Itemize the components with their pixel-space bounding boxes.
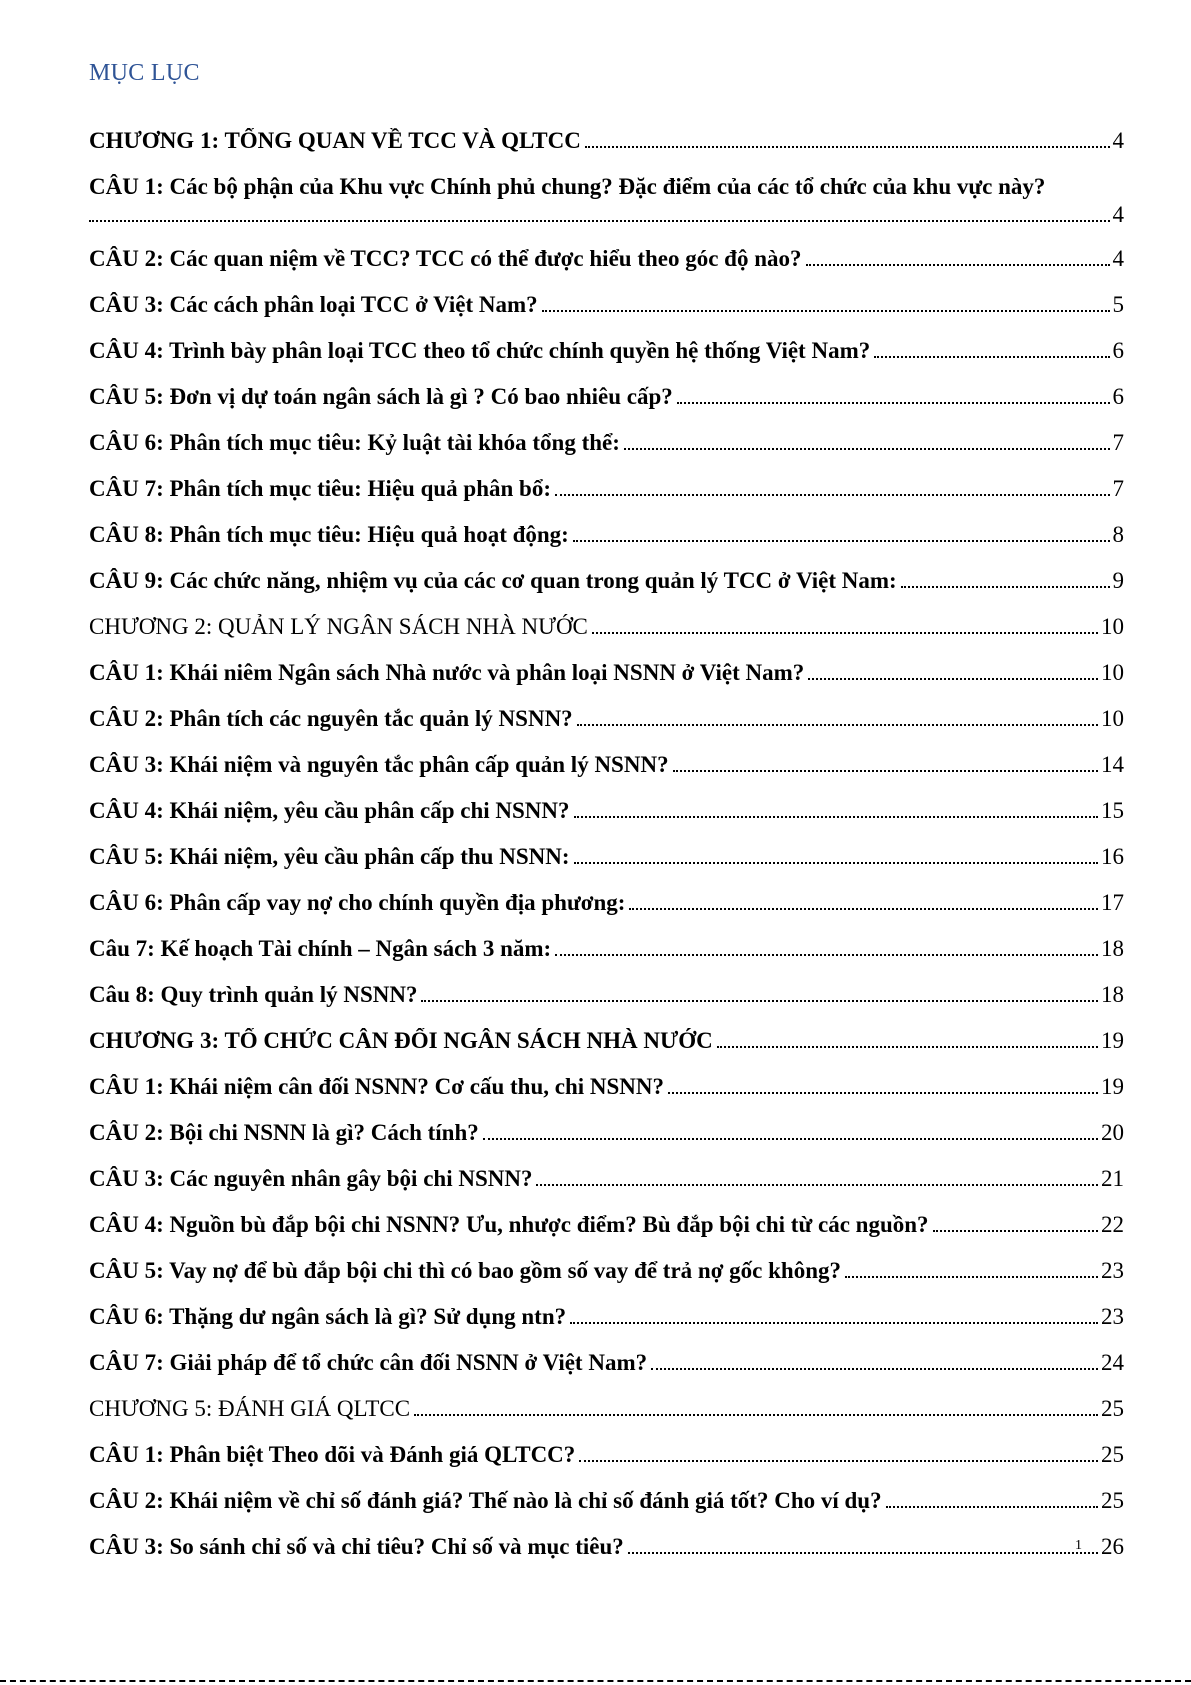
- toc-heading: MỤC LỤC: [89, 60, 200, 86]
- toc-entry-page: 4: [1112, 246, 1124, 271]
- toc-entry-page: 21: [1101, 1166, 1124, 1191]
- toc-entry[interactable]: [89, 890, 1124, 936]
- dot-leader: [585, 146, 1110, 148]
- dot-leader: [808, 678, 1098, 680]
- dot-leader: [414, 1414, 1098, 1416]
- toc-entry-page: 8: [1112, 522, 1124, 547]
- toc-entry-title: CÂU 1: Phân biệt Theo dõi và Đánh giá QLTCC?: [89, 1442, 576, 1467]
- dot-leader: [577, 724, 1098, 726]
- dot-leader: [717, 1046, 1098, 1048]
- dot-leader: [677, 402, 1110, 404]
- toc-entry[interactable]: [89, 384, 1124, 430]
- toc-entry-title: CHƯƠNG 1: TỔNG QUAN VỀ TCC VÀ QLTCC: [89, 128, 581, 153]
- toc-entry[interactable]: [89, 1442, 1124, 1488]
- page-number: 1: [1075, 1538, 1082, 1553]
- toc-entry-title: CHƯƠNG 2: QUẢN LÝ NGÂN SÁCH NHÀ NƯỚC: [89, 614, 588, 639]
- toc-entry-title: CÂU 3: So sánh chỉ số và chỉ tiêu? Chỉ số và mục tiêu?: [89, 1534, 624, 1559]
- dot-leader: [483, 1138, 1098, 1140]
- toc-entry-page: 10: [1101, 614, 1124, 639]
- toc-entry-page: 7: [1112, 430, 1124, 455]
- toc-entry-page: 23: [1101, 1304, 1124, 1329]
- toc-entry[interactable]: [89, 1488, 1124, 1534]
- dot-leader: [673, 770, 1098, 772]
- toc-entry-title: CÂU 1: Khái niệm cân đối NSNN? Cơ cấu thu, chi NSNN?: [89, 1074, 665, 1099]
- dot-leader: [806, 264, 1110, 266]
- toc-entry[interactable]: [89, 568, 1124, 614]
- toc-entry-page: 19: [1101, 1074, 1124, 1099]
- toc-entry-title: CÂU 6: Phân tích mục tiêu: Kỷ luật tài khóa tổng thể:: [89, 430, 620, 455]
- dot-leader: [933, 1230, 1098, 1232]
- toc-entry-title: CÂU 2: Các quan niệm về TCC? TCC có thể được hiểu theo góc độ nào?: [89, 246, 802, 271]
- dot-leader: [901, 586, 1110, 588]
- toc-entry-page: 17: [1101, 890, 1124, 915]
- toc-entry[interactable]: [89, 128, 1124, 174]
- dot-leader: [574, 816, 1099, 818]
- toc-entry[interactable]: [89, 752, 1124, 798]
- toc-entry-title: CÂU 6: Thặng dư ngân sách là gì? Sử dụng ntn?: [89, 1304, 567, 1329]
- toc-entry[interactable]: [89, 1028, 1124, 1074]
- dot-leader: [555, 494, 1110, 496]
- toc-entry-page: 10: [1101, 706, 1124, 731]
- toc-entry[interactable]: [89, 1120, 1124, 1166]
- toc-entry-title: CÂU 2: Phân tích các nguyên tắc quản lý NSNN?: [89, 706, 573, 731]
- toc-entry-page: 15: [1101, 798, 1124, 823]
- dot-leader: [89, 220, 1110, 222]
- dot-leader: [542, 310, 1110, 312]
- dot-leader: [570, 1322, 1098, 1324]
- toc-entry-page: 14: [1101, 752, 1124, 777]
- toc-entry[interactable]: [89, 844, 1124, 890]
- dot-leader: [574, 862, 1098, 864]
- toc-entry-title: CÂU 9: Các chức năng, nhiệm vụ của các cơ quan trong quản lý TCC ở Việt Nam:: [89, 568, 897, 593]
- toc-entry-page: 16: [1101, 844, 1124, 869]
- toc-entry-page: 24: [1101, 1350, 1124, 1375]
- toc-entry[interactable]: [89, 338, 1124, 384]
- footer-rule: [0, 1680, 1191, 1682]
- dot-leader: [886, 1506, 1098, 1508]
- dot-leader: [845, 1276, 1098, 1278]
- toc-entry-title: CÂU 4: Nguồn bù đắp bội chi NSNN? Ưu, nhược điểm? Bù đắp bội chi từ các nguồn?: [89, 1212, 929, 1237]
- toc-entry-title: CÂU 1: Các bộ phận của Khu vực Chính phủ chung? Đặc điểm của các tổ chức của khu vực này?: [89, 174, 1046, 199]
- dot-leader: [668, 1092, 1098, 1094]
- toc-entry-title: CÂU 6: Phân cấp vay nợ cho chính quyền địa phương:: [89, 890, 626, 915]
- toc-entry-page: 25: [1101, 1442, 1124, 1467]
- dot-leader: [628, 1552, 1098, 1554]
- dot-leader: [536, 1184, 1098, 1186]
- toc-entry[interactable]: [89, 1304, 1124, 1350]
- toc-entry-page: 5: [1112, 292, 1124, 317]
- dot-leader: [874, 356, 1109, 358]
- toc-entry[interactable]: [89, 292, 1124, 338]
- toc-entry-page: 4: [1112, 128, 1124, 153]
- toc-entry-page: 18: [1101, 982, 1124, 1007]
- toc-entry[interactable]: [89, 522, 1124, 568]
- toc-entry-title: CÂU 2: Khái niệm về chỉ số đánh giá? Thế nào là chỉ số đánh giá tốt? Cho ví dụ?: [89, 1488, 882, 1513]
- toc-entry-page: 4: [1112, 202, 1124, 227]
- toc-entry-title: CÂU 4: Trình bày phân loại TCC theo tổ chức chính quyền hệ thống Việt Nam?: [89, 338, 871, 363]
- toc-entry-page: 7: [1112, 476, 1124, 501]
- dot-leader: [555, 954, 1098, 956]
- toc-entry-title: CÂU 2: Bội chi NSNN là gì? Cách tính?: [89, 1120, 479, 1145]
- toc-entry[interactable]: [89, 1166, 1124, 1212]
- toc-entry-page: 25: [1101, 1396, 1124, 1421]
- toc-entry-title: CÂU 8: Phân tích mục tiêu: Hiệu quả hoạt động:: [89, 522, 569, 547]
- toc-entry[interactable]: [89, 1258, 1124, 1304]
- toc-entry-title: Câu 7: Kế hoạch Tài chính – Ngân sách 3 năm:: [89, 936, 552, 961]
- toc-entry-title: CÂU 3: Khái niệm và nguyên tắc phân cấp quản lý NSNN?: [89, 752, 669, 777]
- dot-leader: [629, 908, 1098, 910]
- toc-entry-page: 19: [1101, 1028, 1124, 1053]
- toc-entry-title: CÂU 5: Khái niệm, yêu cầu phân cấp thu NSNN:: [89, 844, 570, 869]
- dot-leader: [592, 632, 1098, 634]
- toc-entry-page: 6: [1112, 384, 1124, 409]
- toc-entry[interactable]: [89, 1350, 1124, 1396]
- toc-entry[interactable]: [89, 614, 1124, 660]
- toc-list: [89, 128, 1124, 1580]
- dot-leader: [579, 1460, 1098, 1462]
- toc-entry-page: 25: [1101, 1488, 1124, 1513]
- toc-entry[interactable]: [89, 706, 1124, 752]
- toc-entry-page: 26: [1101, 1534, 1124, 1559]
- dot-leader: [421, 1000, 1098, 1002]
- toc-entry[interactable]: [89, 1534, 1124, 1580]
- toc-entry-title: CÂU 7: Phân tích mục tiêu: Hiệu quả phân bổ:: [89, 476, 551, 501]
- toc-entry[interactable]: [89, 1074, 1124, 1120]
- toc-entry-page: 6: [1112, 338, 1124, 363]
- toc-entry[interactable]: [89, 660, 1124, 706]
- toc-entry-title: CÂU 7: Giải pháp để tổ chức cân đối NSNN ở Việt Nam?: [89, 1350, 648, 1375]
- toc-entry[interactable]: [89, 430, 1124, 476]
- toc-entry-title: CÂU 5: Đơn vị dự toán ngân sách là gì ? Có bao nhiêu cấp?: [89, 384, 673, 409]
- toc-entry-title: CÂU 5: Vay nợ để bù đắp bội chi thì có bao gồm số vay để trả nợ gốc không?: [89, 1258, 842, 1283]
- toc-entry-page: 22: [1101, 1212, 1124, 1237]
- dot-leader: [624, 448, 1110, 450]
- dot-leader: [651, 1368, 1098, 1370]
- toc-entry-title: CÂU 3: Các nguyên nhân gây bội chi NSNN?: [89, 1166, 533, 1191]
- toc-entry-title: CHƯƠNG 3: TỔ CHỨC CÂN ĐỐI NGÂN SÁCH NHÀ NƯỚC: [89, 1028, 713, 1053]
- toc-entry-page: 23: [1101, 1258, 1124, 1283]
- toc-entry[interactable]: [89, 982, 1124, 1028]
- toc-entry[interactable]: [89, 246, 1124, 292]
- toc-entry-title: Câu 8: Quy trình quản lý NSNN?: [89, 982, 418, 1007]
- toc-entry[interactable]: [89, 1396, 1124, 1442]
- toc-entry[interactable]: [89, 1212, 1124, 1258]
- toc-entry-page: 18: [1101, 936, 1124, 961]
- toc-entry[interactable]: [89, 174, 1124, 246]
- dot-leader: [573, 540, 1110, 542]
- toc-entry-page: 10: [1101, 660, 1124, 685]
- toc-entry[interactable]: [89, 798, 1124, 844]
- toc-entry-page: 9: [1112, 568, 1124, 593]
- toc-entry-title: CÂU 4: Khái niệm, yêu cầu phân cấp chi NSNN?: [89, 798, 570, 823]
- toc-entry[interactable]: [89, 936, 1124, 982]
- toc-entry-title: CÂU 3: Các cách phân loại TCC ở Việt Nam?: [89, 292, 538, 317]
- toc-entry-page: 20: [1101, 1120, 1124, 1145]
- toc-entry-title: CÂU 1: Khái niêm Ngân sách Nhà nước và phân loại NSNN ở Việt Nam?: [89, 660, 805, 685]
- toc-entry-title: CHƯƠNG 5: ĐÁNH GIÁ QLTCC: [89, 1396, 411, 1421]
- toc-entry[interactable]: [89, 476, 1124, 522]
